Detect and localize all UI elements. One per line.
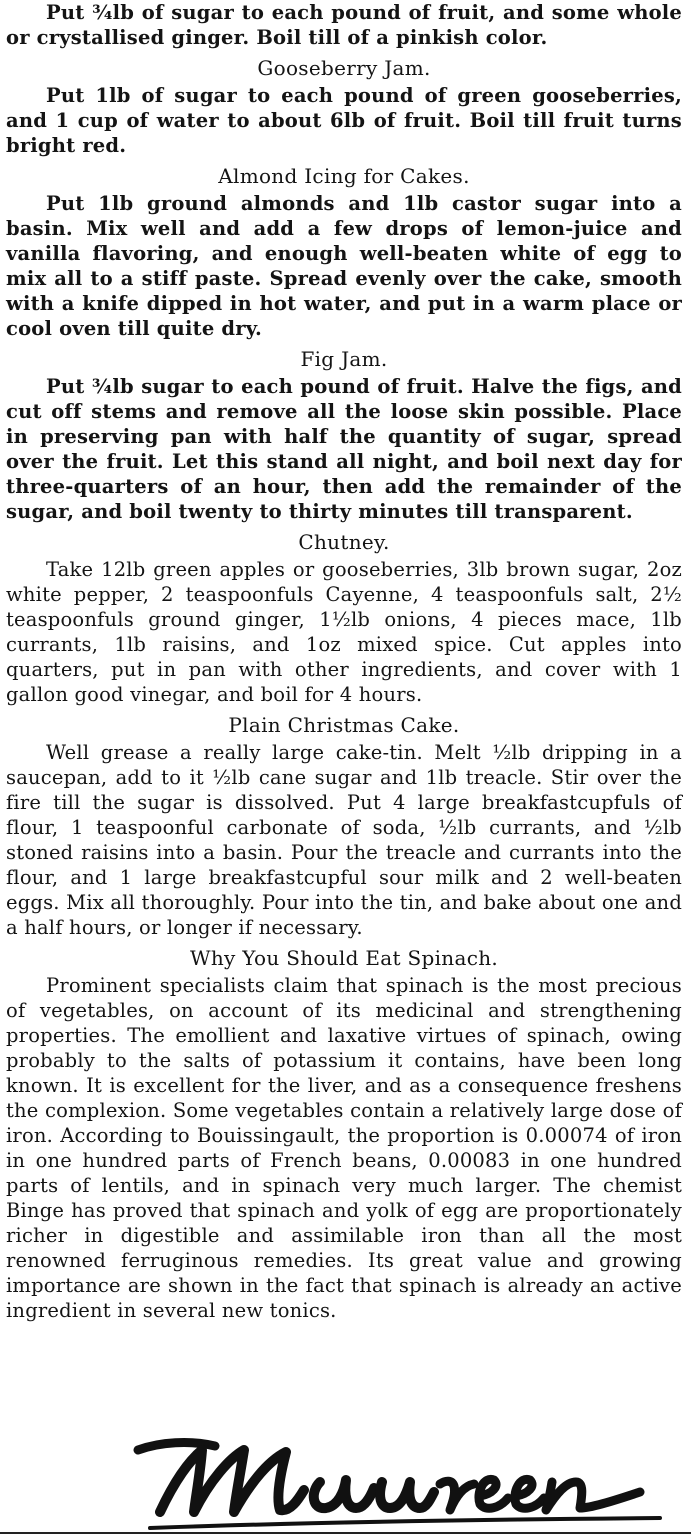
recipe-title: Fig Jam. xyxy=(300,347,388,371)
article-spinach xyxy=(6,946,682,1323)
recipe-fig-jam xyxy=(6,347,682,524)
recipe-body: Put ¾lb sugar to each pound of fruit. Halve the figs, and cut off stems and remove all the loose skin possible. Place in preserving pan with half the quantity of sugar, spread over the fruit. Let this stand all night, and boil next day for three-quarters of an hour, then add the remainder of the sugar, and boil twenty to thirty minutes till transparent. xyxy=(6,375,682,523)
recipe-column xyxy=(6,0,682,1323)
signature-maureen xyxy=(120,1420,680,1536)
recipe-title: Plain Christmas Cake. xyxy=(228,713,460,737)
recipe-title: Almond Icing for Cakes. xyxy=(218,164,470,188)
recipe-body: Well grease a really large cake-tin. Melt ½lb dripping in a saucepan, add to it ½lb cane sugar and 1lb treacle. Stir over the fire till the sugar is dissolved. Put 4 large breakfastcupfuls of flour, 1 teaspoonful carbonate of soda, ½lb currants, and ½lb stoned raisins into a basin. Pour the treacle and currants into the flour, and 1 large breakfastcupful sour milk and 2 well-beaten eggs. Mix all thoroughly. Pour into the tin, and bake about one and a half hours, or longer if necessary. xyxy=(6,741,682,939)
recipe-title: Chutney. xyxy=(298,530,390,554)
recipe-chutney xyxy=(6,530,682,707)
recipe-gooseberry-jam xyxy=(6,56,682,158)
recipe-plain-christmas-cake xyxy=(6,713,682,940)
recipe-body: Put 1lb of sugar to each pound of green gooseberries, and 1 cup of water to about 6lb of fruit. Boil till fruit turns bright red. xyxy=(6,84,682,157)
bottom-rule xyxy=(0,1532,691,1534)
article-title: Why You Should Eat Spinach. xyxy=(189,946,499,970)
recipe-body: Put 1lb ground almonds and 1lb castor sugar into a basin. Mix well and add a few drops of lemon-juice and vanilla flavoring, and enough well-beaten white of egg to mix all to a stiff paste. Spread evenly over the cake, smooth with a knife dipped in hot water, and put in a warm place or cool oven till quite dry. xyxy=(6,192,682,340)
recipe-title: Gooseberry Jam. xyxy=(257,56,431,80)
recipe-almond-icing xyxy=(6,164,682,341)
recipe-body: Take 12lb green apples or gooseberries, 3lb brown sugar, 2oz white pepper, 2 teaspoonfuls Cayenne, 4 teaspoonfuls salt, 2½ teaspoonfuls ground ginger, 1½lb onions, 4 pieces mace, 1lb currants, 1lb raisins, and 1oz mixed spice. Cut apples into quarters, put in pan with other ingredients, and cover with 1 gallon good vinegar, and boil for 4 hours. xyxy=(6,558,682,706)
article-body: Prominent specialists claim that spinach is the most precious of vegetables, on account of its medicinal and strengthening properties. The emollient and laxative virtues of spinach, owing probably to the salts of potassium it contains, have been long known. It is excellent for the liver, and as a consequence freshens the complexion. Some vegetables contain a relatively large dose of iron. According to Bouissingault, the proportion is 0.00074 of iron in one hundred parts of French beans, 0.00083 in one hundred parts of lentils, and in spinach very much larger. The chemist Binge has proved that spinach and yolk of egg are proportionately richer in digestible and assimilable iron than all the most renowned ferruginous remedies. Its great value and growing importance are shown in the fact that spinach is already an active ingredient in several new tonics. xyxy=(6,974,682,1322)
intro-paragraph: Put ¾lb of sugar to each pound of fruit, and some whole or crystallised ginger. Boil till of a pinkish color. xyxy=(6,1,682,49)
